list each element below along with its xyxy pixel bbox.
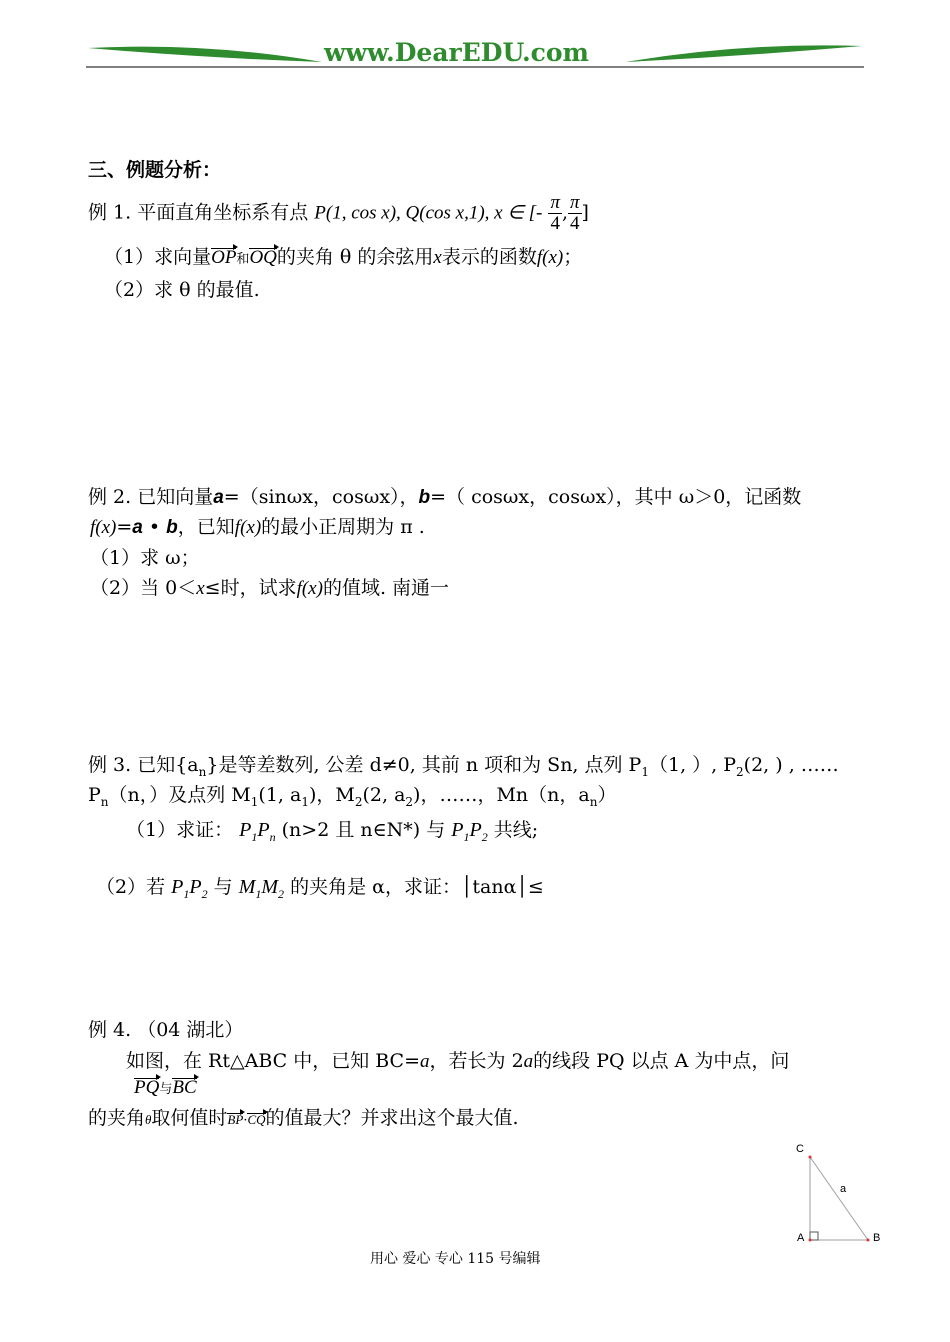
ex4-line3: 的夹角θ取何值时BP·CQ的值最大？并求出这个最大值. bbox=[88, 1107, 519, 1129]
header-logo-text: www.DearEDU.com bbox=[324, 38, 590, 67]
ex1-comma: , bbox=[561, 201, 569, 224]
vector-oq: OQ bbox=[249, 247, 277, 268]
ex1-points: P(1, cos x), Q(cos x,1), x ∈ [- bbox=[314, 202, 543, 224]
vector-bp: BP bbox=[227, 1112, 244, 1127]
ex1-frac-2: $\frac{\pi}{4}$ bbox=[570, 192, 580, 234]
ex2-q1: （1）求 ω； bbox=[90, 547, 200, 569]
vector-op: OP bbox=[211, 247, 237, 268]
ex1-line1 bbox=[88, 193, 589, 234]
ex3-q1: （1）求证： $P_1P_n$ (n>2 且 n∈N*) 与 $P_1P_2$ 共线; bbox=[126, 819, 539, 844]
page-footer: 用心 爱心 专心 115 号编辑 bbox=[370, 1251, 541, 1267]
ex1-frac-1: $\frac{\pi}{4}$ bbox=[550, 192, 560, 234]
section-title: 三、例题分析： bbox=[88, 159, 222, 181]
ex1-q2: （2）求 θ 的最值. bbox=[104, 279, 260, 301]
vector-pq: PQ bbox=[134, 1077, 160, 1098]
vector-cq: CQ bbox=[247, 1112, 266, 1127]
ex4-line1: 如图，在 Rt△ABC 中，已知 BC=a，若长为 2a的线段 PQ 以点 A 为中点，问 bbox=[126, 1050, 790, 1072]
ex3-line1: 例 3. 已知$\{a_n\}$是等差数列, 公差 d≠0, 其前 n 项和为 Sn, 点列 $P_1(1$, ）, $P_2(2$, ) , …… bbox=[88, 754, 839, 779]
header-banner bbox=[86, 36, 864, 72]
vector-m1m2: $M_1M_2$ bbox=[238, 876, 285, 901]
ex2-q2: （2）当 0＜x≤时，试求f(x)的值域. 南通一 bbox=[90, 577, 450, 599]
fig-label-a: A bbox=[797, 1232, 805, 1244]
ex1-close: ] bbox=[581, 201, 589, 224]
ex3-q2: （2）若 $P_1P_2$ 与 $M_1M_2$ 的夹角是 α，求证：│tanα│≤ bbox=[96, 876, 544, 901]
vector-p1p2-b: $P_1P_2$ bbox=[171, 876, 208, 901]
ex1-intro: 例 1. 平面直角坐标系有点 bbox=[88, 201, 309, 224]
ex2-line1: 例 2. 已知向量a=（sinωx，cosωx），b=（ cosωx，cosωx），其中 ω＞0，记函数 bbox=[88, 486, 802, 508]
ex3-line2: $P_n(n$，）及点列 $M_1(1$, $a_1$)，$M_2(2$, $a_2$)，……，Mn（n，$a_n$） bbox=[88, 784, 617, 809]
fig-label-side-a: a bbox=[840, 1183, 847, 1195]
triangle-figure bbox=[790, 1140, 890, 1250]
fig-label-c: C bbox=[796, 1143, 804, 1155]
ex4-line2: PQ与BC bbox=[134, 1077, 197, 1098]
vector-p1pn: $P_1P_n$ bbox=[239, 819, 276, 844]
fig-label-b: B bbox=[873, 1232, 881, 1244]
vector-bc: BC bbox=[172, 1077, 197, 1098]
vector-p1p2: $P_1P_2$ bbox=[451, 819, 488, 844]
ex4-title: 例 4. （04 湖北） bbox=[88, 1019, 244, 1041]
ex1-q1: （1）求向量OP和OQ的夹角 θ 的余弦用x表示的函数f(x)； bbox=[104, 246, 583, 268]
ex2-line2: f(x)=a • b，已知f(x)的最小正周期为 π . bbox=[90, 516, 425, 538]
